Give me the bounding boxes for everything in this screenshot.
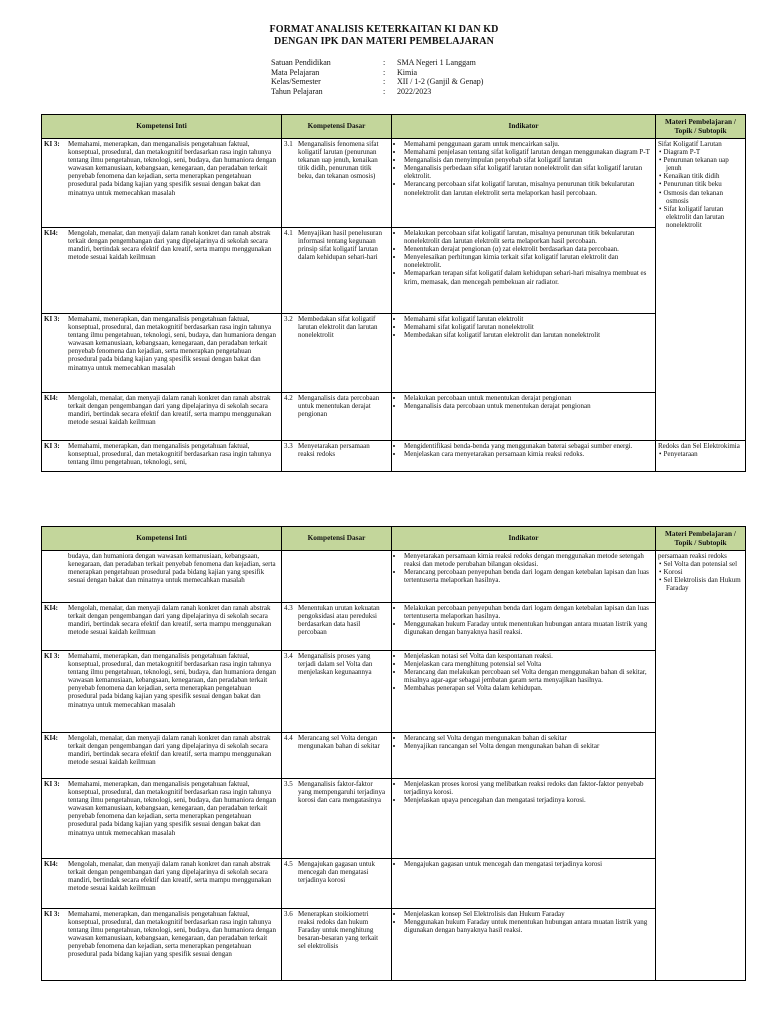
ki-label: KI4: (44, 394, 58, 402)
kd-number: 4.5 (284, 860, 293, 868)
list-item: • Memahami penjelasan tentang sifat koligatif larutan dengan menggunakan diagram P-T (404, 148, 653, 156)
list-item: • Menganalisis data percobaan untuk menentukan derajat pengionan (404, 402, 653, 410)
table-row (42, 314, 746, 393)
list-item: • Menjelaskan proses korosi yang melibatkan reaksi redoks dan faktor-faktor penyebab terjadinya korosi. (404, 780, 653, 796)
ki-text: Mengolah, menalar, dan menyaji dalam ranah konkret dan ranah abstrak terkait dengan pengembangan dari yang dipelajarinya di sekolah secara mandiri, bertindak secara efektif dan kreatif, serta mampu menggunakan metode sesuai kaidah keilmuan (68, 734, 272, 767)
kd-text: Menganalisis fenomena sifat koligatif larutan (penurunan tekanan uap jenuh, kenaikan titik didih, penurunan titik beku, dan tekanan osmosis) (298, 140, 379, 181)
ki-text: Mengolah, menalar, dan menyaji dalam ranah konkret dan ranah abstrak terkait dengan pengembangan dari yang dipelajarinya di sekolah secara mandiri, bertindak secara efektif dan kreatif, serta mampu menggunakan metode sesuai kaidah keilmuan (68, 394, 272, 427)
materi-cell (656, 551, 746, 981)
kd-text: Menyajikan hasil penelusuran informasi tentang kegunaan prinsip sifat koligatif larutan dalam kehidupan sehari-hari (298, 229, 382, 262)
meta-label: Tahun Pelajaran (271, 86, 323, 96)
document-title-line2: DENGAN IPK DAN MATERI PEMBELAJARAN (274, 36, 494, 47)
table-row (42, 393, 746, 441)
list-item: • Memaparkan terapan sifat koligatif dalam kehidupan sehari-hari misalnya membuat es krim, memasak, dan mencegah pembekuan air radiator. (404, 269, 653, 285)
meta-value: Kimia (397, 67, 417, 77)
table-row (42, 651, 746, 733)
ki-cell (42, 551, 282, 603)
ki-label: KI 3: (44, 780, 60, 788)
table-row (42, 859, 746, 909)
kd-cell (282, 551, 392, 603)
list-item: • Sel Volta dan potensial sel (666, 560, 743, 568)
materi-cell (656, 441, 746, 472)
list-item: • Menyajikan rancangan sel Volta dengan mengunakan bahan di sekitar (404, 742, 653, 750)
analysis-table-page1 (41, 114, 746, 472)
ki-text: Mengolah, menalar, dan menyaji dalam ranah konkret dan ranah abstrak terkait dengan pengembangan dari yang dipelajarinya di sekolah secara mandiri, bertindak secara efektif dan kreatif, serta mampu menggunakan metode sesuai kaidah keilmuan (68, 604, 272, 637)
ki-cell (42, 314, 282, 393)
list-item: • Mengajukan gagasan untuk mencegah dan mengatasi terjadinya korosi (404, 860, 653, 868)
kd-text: Menyetarakan persamaan reaksi redoks (298, 442, 370, 459)
meta-separator: : (383, 77, 386, 87)
list-item: • Menjelaskan konsep Sel Elektrolisis dan Hukum Faraday (404, 910, 653, 918)
ki-text: Memahami, menerapkan, dan menganalisis pengetahuan faktual, konseptual, prosedural, dan metakognitif berdasarkan rasa ingin tahunya tentang ilmu pengetahuan, teknologi, seni, budaya, dan humaniora dengan wawasan kemanusiaan, kebangsaan, kenegaraan, dan peradaban terkait penyebab fenomena dan kejadian, serta menerapkan pengetahuan prosedural pada bidang kajian yang spesifik sesuai dengan bakat dan minatnya untuk memecahkan masalah (68, 652, 276, 709)
kd-cell (282, 859, 392, 909)
kd-number: 4.4 (284, 734, 293, 742)
kd-text: Merancang sel Volta dengan mengunakan bahan di sekitar (298, 734, 380, 751)
ki-label: KI4: (44, 860, 58, 868)
indikator-cell (392, 603, 656, 651)
kd-cell (282, 393, 392, 441)
list-item: • Memahami sifat koligatif larutan nonelektrolit (404, 323, 653, 331)
analysis-table-page2 (41, 526, 746, 981)
meta-row (271, 58, 483, 68)
kd-cell (282, 909, 392, 981)
kd-number: 3.3 (284, 442, 293, 450)
table-row (42, 779, 746, 859)
table-row (42, 909, 746, 981)
meta-label: Kelas/Semester (271, 77, 321, 87)
indikator-list (394, 442, 653, 458)
list-item: • Menentukan derajat pengionan (α) zat elektrolit berdasarkan data percobaan. (404, 245, 653, 253)
list-item: • Menjelaskan cara menghitung potensial sel Volta (404, 660, 653, 668)
list-item: • Menggunakan hukum Faraday untuk menentukan hubungan antara muatan listrik yang digunakan dengan banyaknya hasil reaksi. (404, 620, 653, 636)
ki-cell (42, 228, 282, 314)
indikator-cell (392, 393, 656, 441)
ki-cell (42, 603, 282, 651)
list-item: • Menyetarakan persamaan kimia reaksi redoks dengan menggunakan metode setengah reaksi dan metode perubahan bilangan oksidasi. (404, 552, 653, 568)
table-row (42, 228, 746, 314)
kd-number: 3.6 (284, 910, 293, 918)
list-item: • Membedakan sifat koligatif larutan elektrolit dan larutan nonelektrolit (404, 331, 653, 339)
list-item: • Menjelaskan notasi sel Volta dan kespontanan reaksi. (404, 652, 653, 660)
ki-label: KI 3: (44, 652, 60, 660)
header-indikator: Indikator (392, 115, 656, 139)
list-item: • Merancang dan melakukan percobaan sel Volta dengan menggunakan bahan di sekitar, misalnya agar-agar sebagai jembatan garam serta menyajikan hasilnya. (404, 668, 653, 684)
list-item: • Menggunakan hukum Faraday untuk menentukan hubungan antara muatan listrik yang digunakan dengan banyaknya hasil reaksi. (404, 918, 653, 934)
indikator-list (394, 910, 653, 934)
ki-cell (42, 859, 282, 909)
meta-label: Satuan Pendidikan (271, 58, 331, 67)
list-item: • Merancang percobaan sifat koligatif larutan, misalnya penurunan titik bekularutan nonelektrolit dan larutan elektrolit serta melaporkan hasil percobaan. (404, 180, 653, 196)
ki-text: Memahami, menerapkan, dan menganalisis pengetahuan faktual, konseptual, prosedural, dan metakognitif berdasarkan rasa ingin tahunya tentang ilmu pengetahuan, teknologi, seni, budaya, dan humaniora dengan wawasan kemanusiaan, kebangsaan, kenegaraan, dan peradaban terkait penyebab fenomena dan kejadian, serta menerapkan pengetahuan prosedural pada bidang kajian yang spesifik sesuai dengan bakat dan minatnya untuk memecahkan masalah (68, 780, 276, 837)
ki-text: Memahami, menerapkan, dan menganalisis pengetahuan faktual, konseptual, prosedural, dan metakognitif berdasarkan rasa ingin tahunya tentang ilmu pengetahuan, teknologi, seni, budaya, dan humaniora dengan wawasan kemanusiaan, kebangsaan, kenegaraan, dan peradaban terkait penyebab fenomena dan kejadian, serta menerapkan pengetahuan prosedural pada bidang kajian yang spesifik sesuai dengan bakat dan minatnya untuk memecahkan masalah (68, 140, 276, 197)
ki-label: KI 3: (44, 140, 60, 148)
indikator-list (394, 652, 653, 692)
ki-label: KI 3: (44, 315, 60, 323)
materi-title: Sifat Koligatif Larutan (658, 140, 722, 148)
indikator-list (394, 780, 653, 804)
meta-value: XII / 1-2 (Ganjil & Genap) (397, 77, 484, 87)
ki-cell (42, 393, 282, 441)
ki-text: Mengolah, menalar, dan menyaji dalam ranah konkret dan ranah abstrak terkait dengan pengembangan dari yang dipelajarinya di sekolah secara mandiri, bertindak secara efektif dan kreatif, serta mampu menggunakan metode sesuai kaidah keilmuan (68, 229, 272, 262)
indikator-cell (392, 228, 656, 314)
header-ki: Kompetensi Inti (42, 115, 282, 139)
ki-label: KI4: (44, 604, 58, 612)
table-row (42, 733, 746, 779)
indikator-cell (392, 733, 656, 779)
ki-label: KI 3: (44, 442, 60, 450)
meta-separator: : (383, 67, 386, 77)
materi-list (658, 560, 743, 592)
list-item: • Diagram P-T (666, 148, 743, 156)
list-item: • Melakukan percobaan penyepuhan benda dari logam dengan ketebalan lapisan dan luas tertentuserta melaporkan hasilnya. (404, 604, 653, 620)
document-meta (271, 58, 483, 96)
list-item: • Osmosis dan tekanan osmosis (666, 189, 743, 205)
header-materi: Materi Pembelajaran / Topik / Subtopik (656, 527, 746, 551)
kd-text: Menganalisis faktor-faktor yang mempengaruhi terjadinya korosi dan cara mengatasinya (298, 780, 386, 805)
kd-number: 3.2 (284, 315, 293, 323)
indikator-cell (392, 859, 656, 909)
ki-cell (42, 779, 282, 859)
header-kd: Kompetensi Dasar (282, 115, 392, 139)
kd-cell (282, 651, 392, 733)
kd-number: 4.1 (284, 229, 293, 237)
materi-cell (656, 139, 746, 441)
list-item: • Melakukan percobaan untuk menentukan derajat pengionan (404, 394, 653, 402)
indikator-list (394, 140, 653, 197)
meta-row (271, 77, 483, 87)
ki-label: KI4: (44, 734, 58, 742)
list-item: • Menjelaskan upaya pencegahan dan mengatasi terjadinya korosi. (404, 796, 653, 804)
indikator-list (394, 229, 653, 286)
meta-value: SMA Negeri 1 Langgam (397, 58, 476, 67)
header-indikator: Indikator (392, 527, 656, 551)
ki-label: KI 3: (44, 910, 60, 918)
kd-text: Menganalisis data percobaan untuk menentukan derajat pengionan (298, 394, 380, 419)
list-item: • Menganalisis perbedaan sifat koligatif larutan nonelektrolit dan sifat koligatif larutan elektrolit. (404, 164, 653, 180)
indikator-cell (392, 139, 656, 228)
table-row (42, 551, 746, 603)
ki-text: Memahami, menerapkan, dan menganalisis pengetahuan faktual, konseptual, prosedural, dan metakognitif berdasarkan rasa ingin tahunya tentang ilmu pengetahuan, teknologi, seni, budaya, dan humaniora dengan wawasan kemanusiaan, kebangsaan, kenegaraan, dan peradaban terkait penyebab fenomena dan kejadian, serta menerapkan pengetahuan prosedural pada bidang kajian yang spesifik sesuai dengan (68, 910, 276, 959)
list-item: • Membahas penerapan sel Volta dalam kehidupan. (404, 684, 653, 692)
materi-list (658, 148, 743, 229)
list-item: • Memahami penggunaan garam untuk mencairkan salju. (404, 140, 653, 148)
kd-text: Membedakan sifat koligatif larutan elektrolit dan larutan nonelektrolit (298, 315, 378, 340)
ki-cell (42, 139, 282, 228)
table-row (42, 139, 746, 228)
indikator-list (394, 315, 653, 339)
indikator-cell (392, 551, 656, 603)
meta-value: 2022/2023 (397, 86, 432, 96)
list-item: • Penyetaraan (666, 450, 743, 458)
list-item: • Sifat koligatif larutan elektrolit dan larutan nonelektrolit (666, 205, 743, 229)
indikator-cell (392, 651, 656, 733)
list-item: • Penurunan tekanan uap jenuh (666, 156, 743, 172)
ki-label: KI4: (44, 229, 58, 237)
list-item: • Melakukan percobaan sifat koligatif larutan, misalnya penurunan titik bekularutan nonelektrolit dan larutan elektrolit serta melaporkan hasil percobaan. (404, 229, 653, 245)
meta-row (271, 87, 483, 97)
list-item: • Penurunan titik beku (666, 180, 743, 188)
kd-number: 4.3 (284, 604, 293, 612)
ki-cell (42, 909, 282, 981)
list-item: • Merancang percobaan penyepuhan benda dari logam dengan ketebalan lapisan dan luas tertentuserta melaporkan hasilnya. (404, 568, 653, 584)
kd-text: Mengajukan gagasan untuk mencegah dan mengatasi terjadinya korosi (298, 860, 375, 885)
kd-number: 4.2 (284, 394, 293, 402)
ki-cell (42, 651, 282, 733)
indikator-cell (392, 909, 656, 981)
kd-cell (282, 314, 392, 393)
indikator-list (394, 734, 653, 750)
meta-row (271, 68, 483, 78)
indikator-cell (392, 779, 656, 859)
meta-label: Mata Pelajaran (271, 67, 320, 77)
list-item: • Sel Elektrolisis dan Hukum Faraday (666, 576, 743, 592)
document-title-line1: FORMAT ANALISIS KETERKAITAN KI DAN KD (269, 24, 499, 35)
kd-number: 3.4 (284, 652, 293, 660)
kd-cell (282, 441, 392, 472)
indikator-cell (392, 441, 656, 472)
kd-cell (282, 139, 392, 228)
ki-cell (42, 733, 282, 779)
list-item: • Menjelaskan cara menyetarakan persamaan kimia reaksi redoks. (404, 450, 653, 458)
materi-title: Redoks dan Sel Elektrokimia (658, 442, 740, 450)
kd-cell (282, 779, 392, 859)
table-row (42, 603, 746, 651)
header-materi: Materi Pembelajaran / Topik / Subtopik (656, 115, 746, 139)
kd-text: Menerapkan stoikiometri reaksi redoks dan hukum Faraday untuk menghitung besaran-besaran yang terkait sel elektrolisis (298, 910, 379, 951)
indikator-list (394, 552, 653, 584)
ki-cell (42, 441, 282, 472)
indikator-list (394, 394, 653, 410)
list-item: • Menyelesaikan perhitungan kimia terkait sifat koligatif larutan elektrolit dan nonelektrolit. (404, 253, 653, 269)
meta-separator: : (383, 58, 386, 67)
ki-text: Memahami, menerapkan, dan menganalisis pengetahuan faktual, konseptual, prosedural, dan metakognitif berdasarkan rasa ingin tahunya tentang ilmu pengetahuan, teknologi, seni, budaya, dan humaniora dengan wawasan kemanusiaan, kebangsaan, kenegaraan, dan peradaban terkait penyebab fenomena dan kejadian, serta menerapkan pengetahuan prosedural pada bidang kajian yang spesifik sesuai dengan bakat dan minatnya untuk memecahkan masalah (68, 315, 276, 372)
kd-cell (282, 733, 392, 779)
meta-separator: : (383, 86, 386, 96)
list-item: • Kenaikan titik didih (666, 172, 743, 180)
kd-text: Menganalisis proses yang terjadi dalam sel Volta dan menjelaskan kegunaannya (298, 652, 373, 677)
ki-text: Mengolah, menalar, dan menyaji dalam ranah konkret dan ranah abstrak terkait dengan pengembangan dari yang dipelajarinya di sekolah secara mandiri, bertindak secara efektif dan kreatif, serta mampu menggunakan metode sesuai kaidah keilmuan (68, 860, 272, 893)
indikator-list (394, 604, 653, 636)
kd-text: Menentukan urutan kekuatan pengoksidasi atau pereduksi berdasarkan data hasil percobaan (298, 604, 380, 637)
table-row (42, 441, 746, 472)
kd-number: 3.5 (284, 780, 293, 788)
kd-number: 3.1 (284, 140, 293, 148)
list-item: • Merancang sel Volta dengan mengunakan bahan di sekitar (404, 734, 653, 742)
kd-cell (282, 228, 392, 314)
header-kd: Kompetensi Dasar (282, 527, 392, 551)
list-item: • Mengidentifikasi benda-benda yang menggunakan baterai sebagai sumber energi. (404, 442, 653, 450)
list-item: • Memahami sifat koligatif larutan elektrolit (404, 315, 653, 323)
kd-cell (282, 603, 392, 651)
list-item: • Korosi (666, 568, 743, 576)
ki-text: budaya, dan humaniora dengan wawasan kemanusiaan, kebangsaan, kenegaraan, dan peradaban terkait penyebab fenomena dan kejadian, serta menerapkan pengetahuan prosedural pada bidang kajian yang spesifik sesuai dengan bakat dan minatnya untuk memecahkan masalah (68, 552, 276, 585)
header-ki: Kompetensi Inti (42, 527, 282, 551)
list-item: • Menganalisis dan menyimpulan penyebab sifat koligatif larutan (404, 156, 653, 164)
ki-text: Memahami, menerapkan, dan menganalisis pengetahuan faktual, konseptual, prosedural, dan metakognitif berdasarkan rasa ingin tahunya tentang ilmu pengetahuan, teknologi, seni, (68, 442, 272, 467)
indikator-list (394, 860, 653, 868)
materi-list (658, 450, 743, 458)
materi-lead: persamaan reaksi redoks (658, 552, 727, 560)
indikator-cell (392, 314, 656, 393)
